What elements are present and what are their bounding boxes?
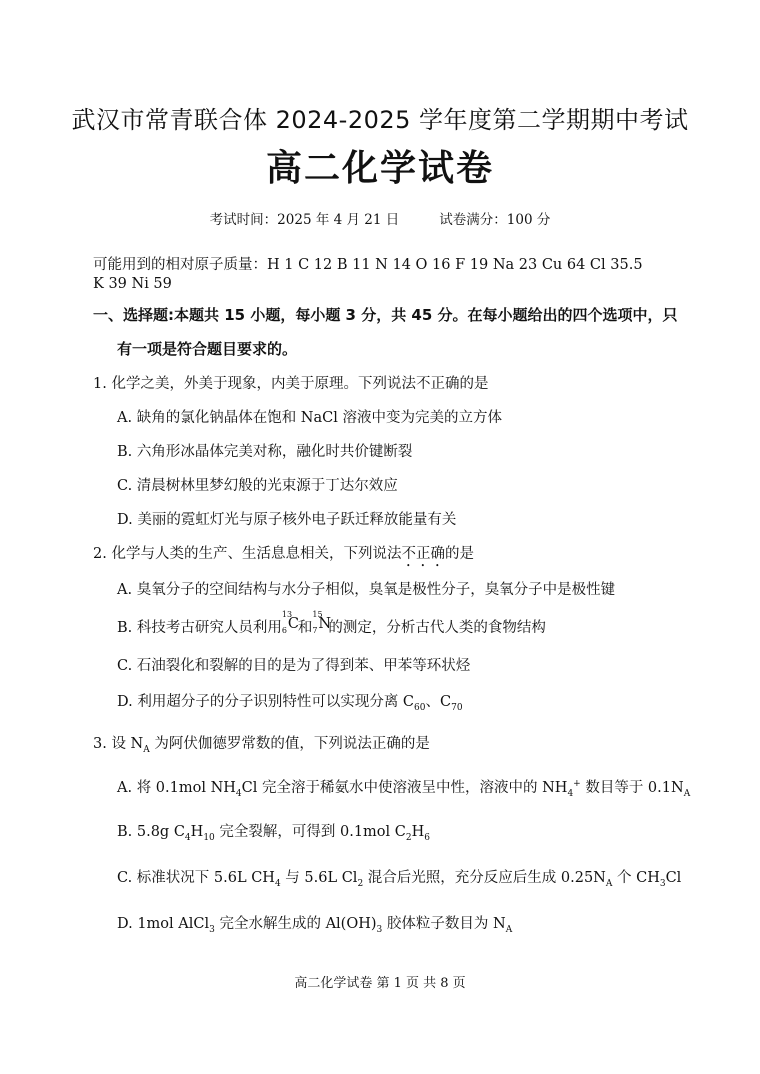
- page-footer: 高二化学试卷 第 1 页 共 8 页: [294, 976, 466, 991]
- exam-meta: [0, 208, 760, 228]
- question-1-option-b: B. 六角形冰晶体完美对称，融化时共价键断裂: [117, 444, 413, 460]
- full-score: 试卷满分：100 分: [439, 212, 551, 228]
- question-3-option-a: A. 将 0.1mol $NH_4Cl$ 完全溶于稀氨水中使溶液呈中性，溶液中的 $NH_4^+$ 数目等于 $0.1N_A$: [117, 779, 691, 799]
- emphasis-not-correct: 不正确: [401, 546, 445, 562]
- question-3-option-b: B. 5.8g $C_4H_{10}$ 完全裂解，可得到 0.1mol $C_2H_6$: [117, 824, 430, 843]
- exam-time: 考试时间：2025 年 4 月 21 日: [209, 212, 400, 228]
- question-2-option-c: C. 石油裂化和裂解的目的是为了得到苯、甲苯等环状烃: [117, 658, 471, 674]
- atomic-masses-line2: K 39 Ni 59: [93, 276, 172, 292]
- subject-title: 高二化学试卷: [265, 148, 494, 189]
- question-2-option-a: A. 臭氧分子的空间结构与水分子相似，臭氧是极性分子，臭氧分子中是极性键: [117, 582, 616, 598]
- question-2-stem: 2. 化学与人类的生产、生活息息相关，下列说法不正确的是: [93, 546, 474, 562]
- question-3-stem: 3. 设 $N_A$ 为阿伏伽德罗常数的值，下列说法正确的是: [93, 736, 430, 755]
- question-3-option-c: C. 标准状况下 5.6L $CH_4$ 与 5.6L $Cl_2$ 混合后光照，充分反应后生成 $0.25N_A$ 个 $CH_3Cl$: [117, 870, 682, 889]
- section-heading-line2: 有一项是符合题目要求的。: [117, 340, 298, 358]
- question-1-option-a: A. 缺角的氯化钠晶体在饱和 NaCl 溶液中变为完美的立方体: [117, 410, 502, 426]
- question-2-option-b: B. 科技考古研究人员利用 13 6 C 和 15 7 N 的测定，分析古代人类的食物结构: [117, 610, 546, 636]
- isotope-n15: 15 7 N: [312, 610, 332, 635]
- question-2-option-d: D. 利用超分子的分子识别特性可以实现分离 $C_{60}$、$C_{70}$: [117, 694, 463, 713]
- section-heading-line1: 一、选择题:本题共 15 小题，每小题 3 分，共 45 分。在每小题给出的四个选项中，只: [93, 306, 678, 324]
- isotope-c13: 13 6 C: [281, 610, 299, 635]
- question-3-option-d: D. 1mol AlCl$_3$ 完全水解生成的 $Al(OH)_3$ 胶体粒子数目为 $N_A$: [117, 916, 513, 935]
- exam-title: 武汉市常青联合体 2024-2025 学年度第二学期期中考试: [71, 106, 689, 134]
- atomic-masses-line1: 可能用到的相对原子质量：H 1 C 12 B 11 N 14 O 16 F 19 Na 23 Cu 64 Cl 35.5: [93, 257, 643, 273]
- question-1-option-c: C. 清晨树林里梦幻般的光束源于丁达尔效应: [117, 478, 398, 494]
- question-1-stem: 1. 化学之美，外美于现象，内美于原理。下列说法不正确的是: [93, 376, 489, 392]
- question-1-option-d: D. 美丽的霓虹灯光与原子核外电子跃迁释放能量有关: [117, 512, 457, 528]
